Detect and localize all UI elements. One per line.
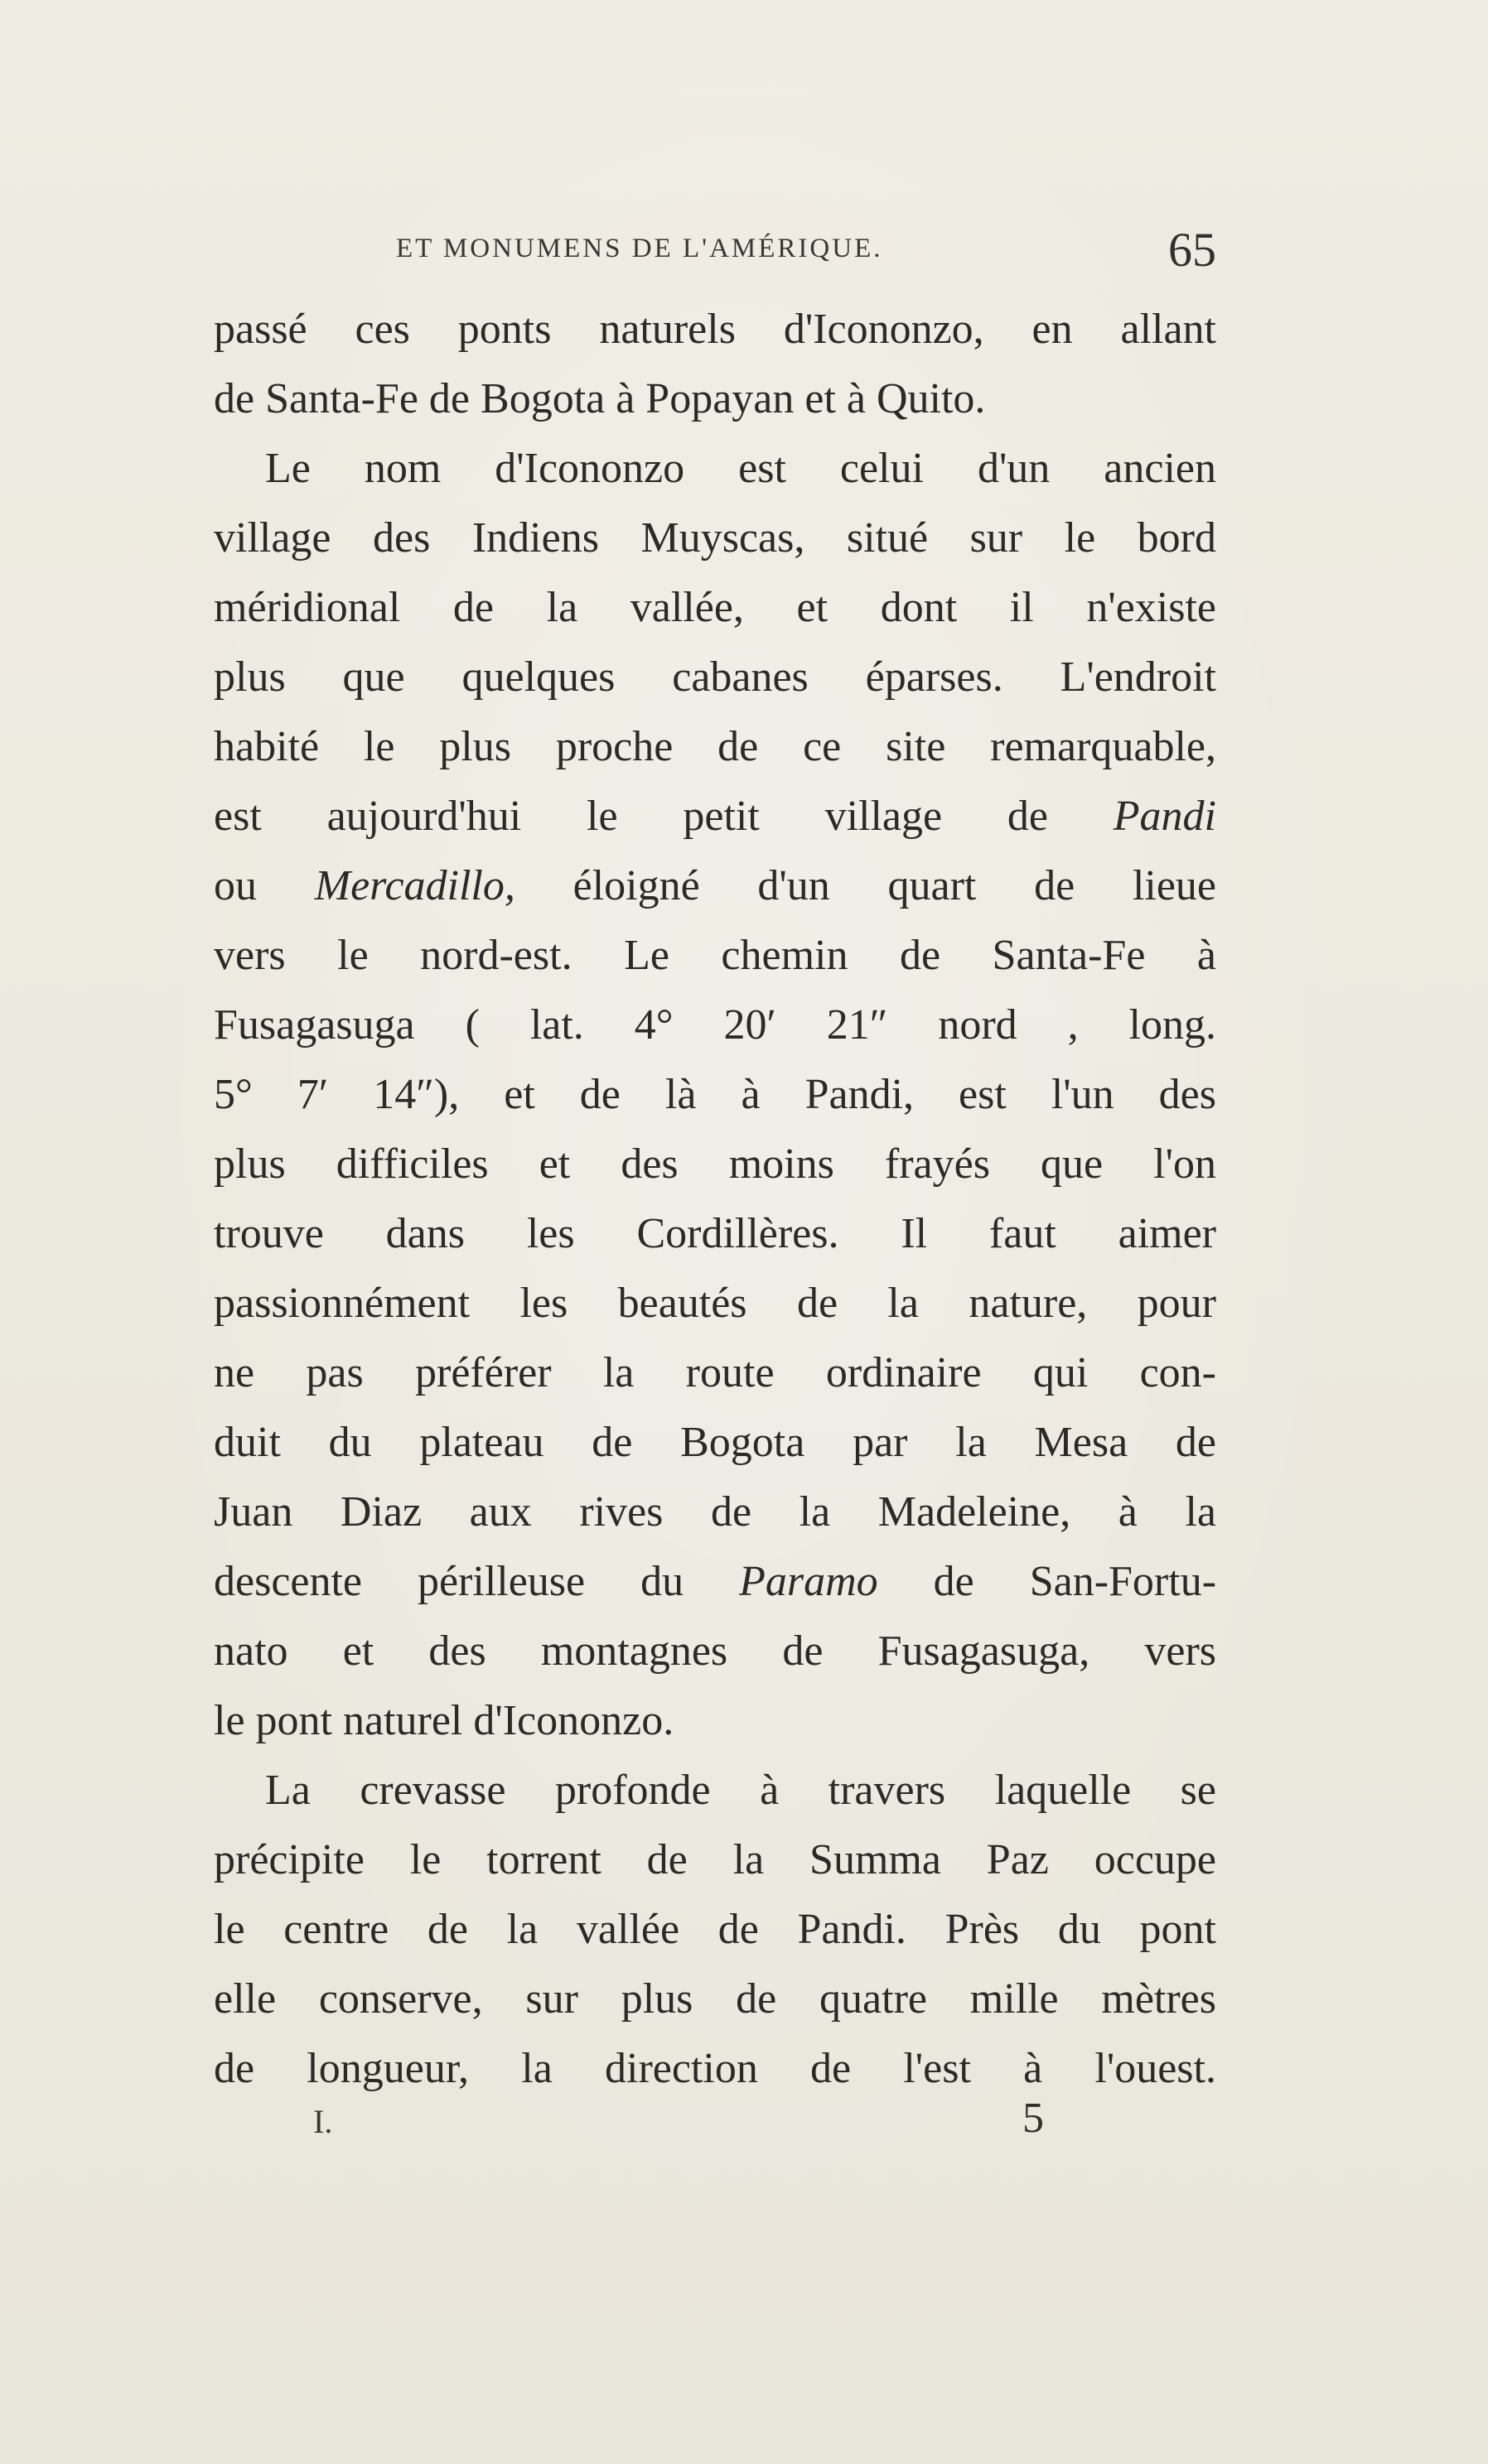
text-line: Juan Diaz aux rives de la Madeleine, à la	[214, 1488, 1216, 1536]
italic-place-name: Mercadillo,	[314, 862, 515, 909]
text-line: passionnément les beautés de la nature, pour	[214, 1280, 1216, 1327]
text-line: 5° 7′ 14″), et de là à Pandi, est l'un des	[214, 1071, 1216, 1118]
text-line	[214, 851, 1216, 921]
text-line: Fusagasuga ( lat. 4° 20′ 21″ nord , long.	[214, 1001, 1216, 1049]
text-line: habité le plus proche de ce site remarquable,	[214, 723, 1216, 770]
text-line	[214, 1547, 1216, 1617]
text-line: village des Indiens Muyscas, situé sur le bord	[214, 514, 1216, 562]
text-line: nato et des montagnes de Fusagasuga, vers	[214, 1627, 1216, 1675]
running-head	[214, 222, 1216, 280]
text-line: vers le nord-est. Le chemin de Santa-Fe à	[214, 932, 1216, 979]
text-line: ne pas préférer la route ordinaire qui con-	[214, 1349, 1216, 1396]
text-line: La crevasse profonde à travers laquelle se	[265, 1767, 1216, 1814]
body-text	[214, 295, 1216, 2104]
text-line: le centre de la vallée de Pandi. Près du pont	[214, 1906, 1216, 1953]
text-line: plus que quelques cabanes éparses. L'endroit	[214, 653, 1216, 701]
text-segment: est aujourd'hui le petit village de	[214, 793, 1048, 840]
text-line: passé ces ponts naturels d'Icononzo, en allant	[214, 306, 1216, 353]
running-title: ET MONUMENS DE L'AMÉRIQUE.	[396, 234, 883, 263]
signature-mark: I.	[313, 2103, 333, 2140]
text-line: le pont naturel d'Icononzo.	[214, 1697, 674, 1744]
text-line	[214, 782, 1216, 851]
italic-place-name: Paramo	[739, 1558, 878, 1605]
text-line: plus difficiles et des moins frayés que l'on	[214, 1140, 1216, 1188]
page-footer	[214, 2094, 1216, 2152]
page-number: 65	[1168, 223, 1216, 277]
text-line: trouve dans les Cordillères. Il faut aimer	[214, 1210, 1216, 1257]
text-line: méridional de la vallée, et dont il n'existe	[214, 584, 1216, 631]
text-segment: ou	[214, 862, 257, 909]
text-line: de longueur, la direction de l'est à l'ouest.	[214, 2045, 1216, 2092]
text-line: Le nom d'Icononzo est celui d'un ancien	[265, 445, 1216, 492]
signature-number: 5	[1022, 2095, 1044, 2142]
text-line: de Santa-Fe de Bogota à Popayan et à Quito.	[214, 375, 986, 422]
text-line: elle conserve, sur plus de quatre mille mètres	[214, 1975, 1216, 2023]
text-segment: descente périlleuse du	[214, 1558, 684, 1605]
italic-place-name: Pandi	[1113, 793, 1216, 840]
text-line: précipite le torrent de la Summa Paz occupe	[214, 1836, 1216, 1883]
text-segment: de San-Fortu-	[933, 1558, 1217, 1605]
text-line: duit du plateau de Bogota par la Mesa de	[214, 1419, 1216, 1466]
text-segment: éloigné d'un quart de lieue	[572, 862, 1217, 909]
